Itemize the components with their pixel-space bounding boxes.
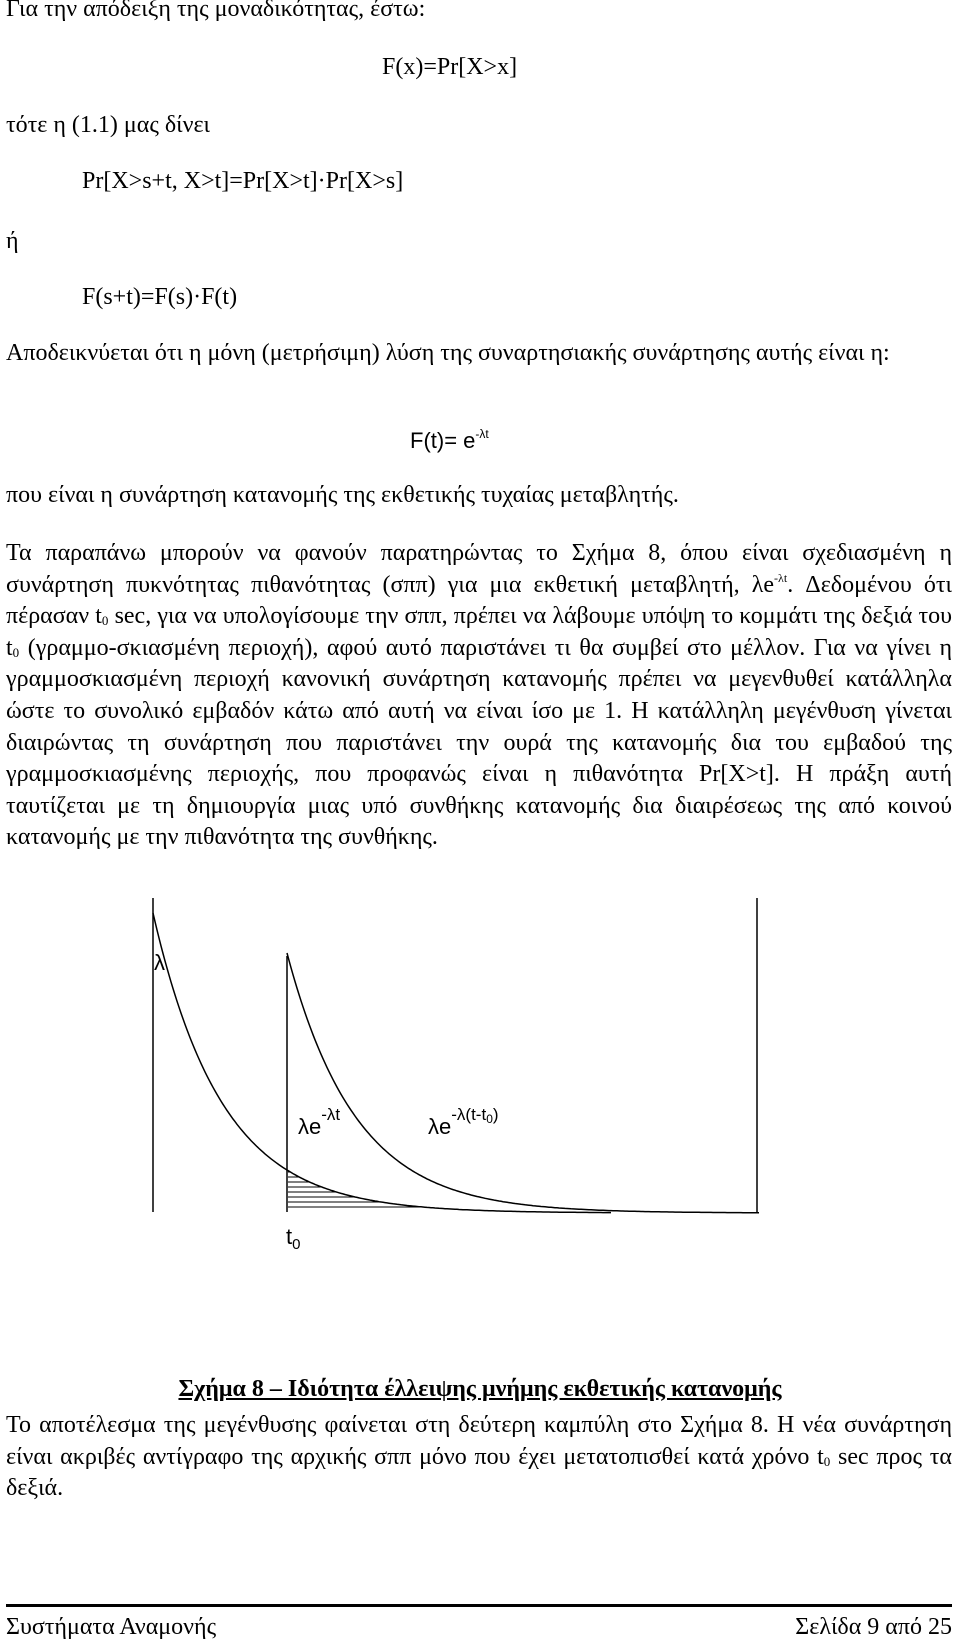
formula-functional: F(s+t)=F(s)·F(t) (82, 284, 238, 310)
curve2-label-exp: -λ(t-t (451, 1105, 487, 1124)
figure-caption-text: Σχήμα 8 – Ιδιότητα έλλειψης μνήμης εκθετικής κατανομής (178, 1376, 782, 1402)
para-sub-1: 0 (101, 613, 109, 629)
para-part-a: Τα παραπάνω μπορούν να φανούν παρατηρώντας το Σχήμα 8, όπου είναι σχεδιασμένη η συνάρτηση πυκνότητας πιθανότητας (σππ) για μια εκθετική μεταβλητή, λe (6, 540, 952, 598)
result-sub: 0 (823, 1453, 831, 1469)
curve2-label-close: ) (492, 1105, 499, 1124)
result-part-b: sec προς τα δεξιά. (6, 1443, 952, 1502)
proof-text (6, 338, 952, 369)
curve1-label-base: λe (298, 1114, 322, 1139)
curve2-label-sub: 0 (486, 1112, 493, 1126)
figure-caption (0, 1376, 960, 1403)
main-paragraph (6, 538, 952, 854)
footer-page-number: Σελίδα 9 από 25 (795, 1614, 952, 1640)
curve2-label (428, 1105, 499, 1139)
result-paragraph (6, 1410, 952, 1505)
y-label-lambda: λ (154, 950, 165, 975)
t0-label-base: t (286, 1224, 293, 1249)
curve-original (153, 913, 611, 1213)
curve2-label-base: λe (428, 1114, 452, 1139)
curve1-label (298, 1105, 340, 1139)
para-sub-2: 0 (12, 644, 20, 660)
hatching (288, 1172, 423, 1207)
formula-memoryless: Pr[X>s+t, X>t]=Pr[X>t]·Pr[X>s] (82, 168, 404, 194)
formula-exponential-base: F(t)= e (410, 428, 476, 453)
curve-shifted (287, 953, 759, 1213)
para-part-c: sec, για να υπολογίσουμε την σππ, πρέπει να λάβουμε υπόψη το κομμάτι της δεξιά του t (6, 603, 952, 661)
proof-paragraph: Αποδεικνύεται ότι η μόνη (μετρήσιμη) λύση της συναρτησιακής συνάρτησης αυτής είναι η: (6, 340, 890, 366)
intro-text: Για την απόδειξη της μοναδικότητας, έστω: (6, 0, 426, 22)
footer-title: Συστήματα Αναμονής (6, 1614, 217, 1640)
para-exp: -λt (774, 570, 788, 585)
formula-survival: F(x)=Pr[X>x] (382, 54, 518, 80)
formula-exponential (410, 426, 489, 456)
which-text: που είναι η συνάρτηση κατανομής της εκθετικής τυχαίας μεταβλητής. (6, 482, 679, 508)
memoryless-figure (0, 890, 960, 1270)
para-part-d: (γραμμο-σκιασμένη περιοχή), αφού αυτό παριστάνει τι θα συμβεί στο μέλλον. Για να γίνει η γραμμοσκιασμένη περιοχή κανονική συνάρτηση κατανομής πρέπει να μεγενθυθεί κατάλληλα ώστε το συνολικό εμβαδόν κάτω από αυτή να είναι ίσο με 1. Η κατάλληλη μεγένθυση γίνεται διαιρώντας τη συνάρτηση που παριστάνει την ουρά της κατανομής δια του εμβαδού της γραμμοσκιασμένης περιοχής, που προφανώς είναι η πιθανότητα Pr[X>t]. Η πράξη αυτή ταυτίζεται με τη δημιουργία μιας υπό συνθήκης κατανομής δια διαιρέσεως της από κοινού κατανομής με την πιθανότητα της συνθήκης. (6, 634, 952, 851)
curve1-label-exp: -λt (321, 1105, 341, 1124)
then-text: τότε η (1.1) μας δίνει (6, 112, 210, 138)
t0-label (286, 1224, 300, 1253)
formula-exponential-exp: -λt (475, 427, 489, 441)
footer-rule (6, 1604, 952, 1607)
t0-label-sub: 0 (292, 1236, 301, 1253)
para-part-b: . Δεδομένου ότι πέρασαν t (6, 571, 952, 630)
or-text: ή (6, 228, 19, 254)
result-part-a: Το αποτέλεσμα της μεγένθυσης φαίνεται στη δεύτερη καμπύλη στο Σχήμα 8. Η νέα συνάρτηση είναι ακριβές αντίγραφο της αρχικής σππ μόνο που έχει μετατοπισθεί κατά χρόνο t (6, 1412, 952, 1470)
